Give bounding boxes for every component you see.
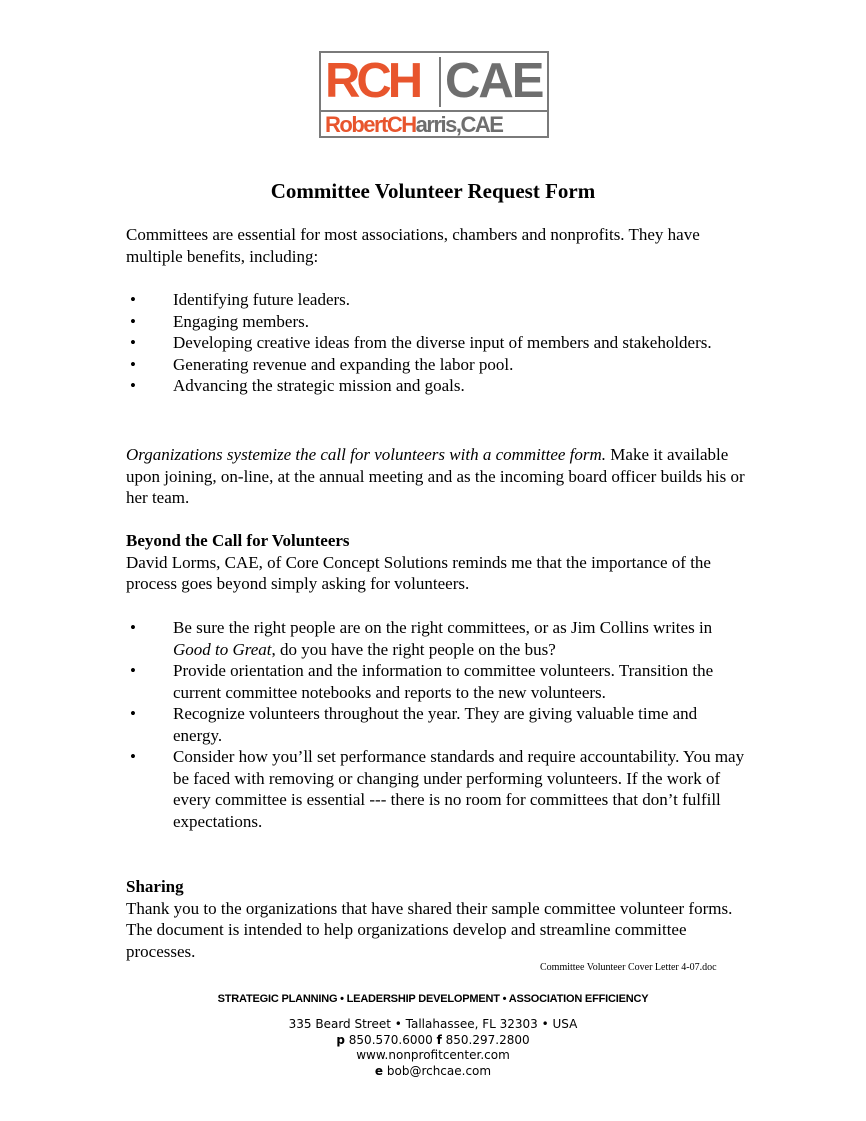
footer-email[interactable] — [0, 1064, 866, 1080]
bullet-icon: • — [130, 311, 136, 331]
book-title: Good to Great — [173, 639, 272, 659]
intro-paragraph: Committees are essential for most associations, chambers and nonprofits. They have multiple benefits, including: — [126, 225, 700, 266]
process-text: , do you have the right people on the bus? — [271, 639, 556, 659]
bullet-icon: • — [130, 354, 136, 374]
footer-contact — [0, 1017, 866, 1079]
process-list — [126, 617, 746, 832]
logo-harris: arris,CAE — [415, 112, 503, 137]
beyond-heading: Beyond the Call for Volunteers — [126, 531, 350, 550]
fax-number: 850.297.2800 — [441, 1032, 530, 1047]
email-address[interactable]: bob@rchcae.com — [383, 1063, 492, 1078]
benefit-item — [126, 289, 746, 311]
process-item — [126, 703, 746, 746]
process-text: Provide orientation and the information to committee volunteers. Transition the current committee notebooks and reports to the new volunteers. — [173, 661, 714, 702]
process-item — [126, 617, 746, 660]
phone-number: 850.570.6000 — [344, 1032, 437, 1047]
bullet-icon: • — [130, 290, 136, 309]
benefit-text: Engaging members. — [173, 311, 309, 331]
footer-tagline: STRATEGIC PLANNING • LEADERSHIP DEVELOPMENT • ASSOCIATION EFFICIENCY — [217, 993, 649, 1005]
bullet-icon: • — [130, 747, 136, 766]
logo-divider — [439, 57, 441, 107]
email-label: e — [374, 1063, 384, 1078]
systemize-italic: Organizations systemize the call for volunteers with a committee form. — [126, 445, 607, 464]
footer-phone-fax — [0, 1033, 866, 1049]
company-logo — [319, 51, 549, 138]
process-item — [126, 660, 746, 703]
logo-ch: CH — [386, 112, 416, 137]
benefit-item — [126, 332, 746, 354]
logo-name — [325, 112, 545, 137]
benefit-text: Identifying future leaders. — [173, 290, 351, 309]
benefit-item — [126, 375, 746, 397]
beyond-text: David Lorms, CAE, of Core Concept Solutions reminds me that the importance of the process goes beyond simply asking for volunteers. — [126, 552, 711, 593]
bullet-icon: • — [130, 704, 136, 723]
benefit-text: Developing creative ideas from the diverse input of members and stakeholders. — [173, 333, 712, 352]
process-text: Be sure the right people are on the right committees, or as Jim Collins writes in — [173, 618, 713, 637]
beyond-section — [126, 530, 746, 595]
process-text: Consider how you’ll set performance standards and require accountability. You may be faced with removing or changing under performing volunteers. If the work of every committee is essential --- there is no room for committees that don’t fulfill expectations. — [173, 747, 745, 831]
document-filename: Committee Volunteer Cover Letter 4-07.doc — [540, 962, 717, 973]
logo-top-row — [321, 53, 547, 110]
benefit-item — [126, 354, 746, 376]
systemize-text: Make it available upon joining, on-line, at the annual meeting and as the incoming board officer builds his or her team. — [126, 445, 745, 507]
bullet-icon: • — [130, 661, 136, 680]
logo-rch-text: RCH — [325, 54, 420, 108]
phone-label: p — [336, 1032, 345, 1047]
systemize-paragraph — [126, 444, 746, 509]
bullet-icon: • — [130, 333, 136, 352]
sharing-section — [126, 876, 746, 962]
fax-label: f — [436, 1032, 442, 1047]
sharing-heading: Sharing — [126, 877, 184, 896]
logo-cae-text: CAE — [445, 54, 543, 108]
process-item — [126, 746, 746, 832]
process-text: Recognize volunteers throughout the year. They are giving valuable time and energy. — [173, 704, 698, 745]
document-title: Committee Volunteer Request Form — [270, 179, 596, 203]
sharing-text: Thank you to the organizations that have shared their sample committee volunteer forms. The document is intended to help organizations develop and streamline committee processes. — [126, 898, 733, 961]
benefit-item — [126, 311, 746, 333]
logo-robert: Robert — [325, 112, 387, 137]
bullet-icon: • — [130, 618, 136, 637]
bullet-icon: • — [130, 376, 136, 395]
footer-address: 335 Beard Street • Tallahassee, FL 32303 • USA — [288, 1017, 578, 1031]
benefit-text: Advancing the strategic mission and goals. — [173, 376, 465, 395]
benefit-text: Generating revenue and expanding the labor pool. — [173, 354, 514, 374]
benefits-list — [126, 289, 746, 397]
footer-website[interactable]: www.nonprofitcenter.com — [356, 1048, 510, 1062]
